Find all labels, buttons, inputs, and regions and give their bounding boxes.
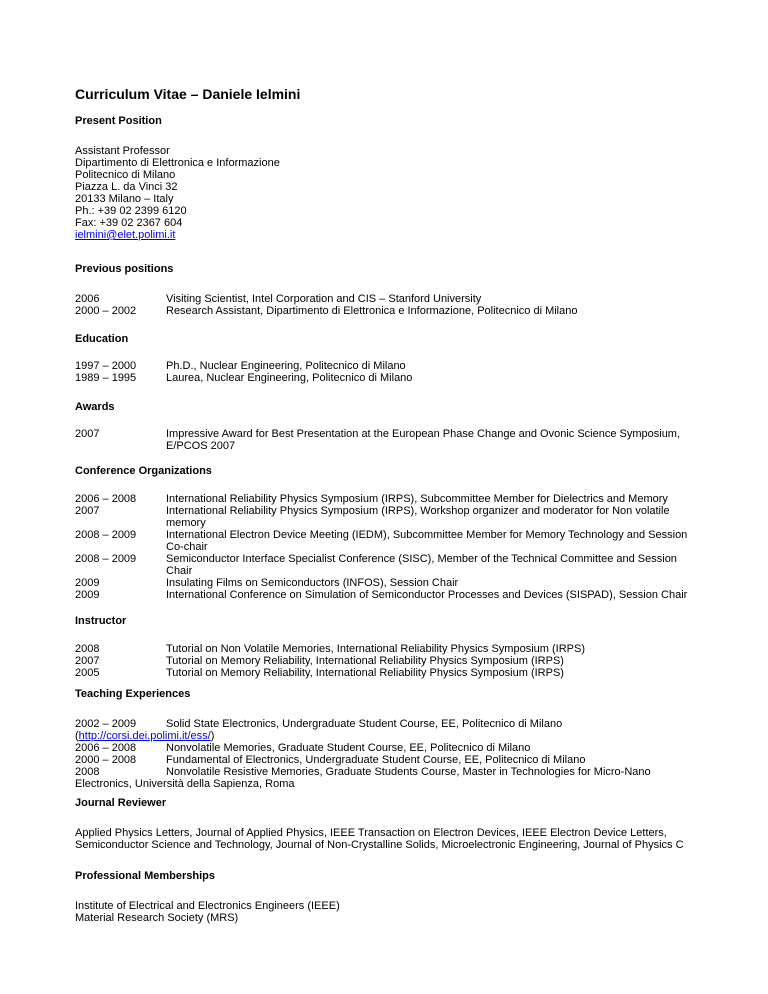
- list-item: [75, 529, 700, 553]
- memberships-block: [75, 900, 340, 924]
- instructor-list: [75, 643, 700, 679]
- list-item: [75, 505, 700, 529]
- journal-reviewer-heading: Journal Reviewer: [75, 797, 167, 809]
- conference-organizations-heading: Conference Organizations: [75, 465, 212, 477]
- list-item: [75, 372, 700, 384]
- list-item: [75, 742, 700, 754]
- item-date: 1989 – 1995: [75, 372, 137, 384]
- item-text: International Reliability Physics Symposium (IRPS), Workshop organizer and moderator for Non volatile memory: [166, 505, 670, 529]
- list-item: [75, 754, 700, 766]
- list-item: [75, 305, 700, 317]
- item-date: 2009: [75, 589, 100, 601]
- item-text: International Conference on Simulation of Semiconductor Processes and Devices (SISPAD), Session Chair: [166, 589, 688, 601]
- list-item: [75, 493, 700, 505]
- previous-positions-heading: Previous positions: [75, 263, 174, 275]
- item-date: 2008 – 2009: [75, 529, 137, 541]
- item-date: 2006 – 2008: [75, 742, 137, 754]
- item-text: Ph.D., Nuclear Engineering, Politecnico di Milano: [166, 360, 406, 372]
- item-date: 2007: [75, 655, 100, 667]
- instructor-heading: Instructor: [75, 615, 127, 627]
- item-date: 2005: [75, 667, 100, 679]
- list-item: [75, 667, 700, 679]
- awards-list: [75, 428, 700, 452]
- position-line: Dipartimento di Elettronica e Informazione: [75, 157, 280, 169]
- journal-reviewer-text: Applied Physics Letters, Journal of Applied Physics, IEEE Transaction on Electron Devices, IEEE Electron Device Letters, Semiconductor Science and Technology, Journal of Non-Crystalline Solids, Microelectronic Engineering, Journal of Physics C: [75, 827, 684, 851]
- list-item: [75, 589, 700, 601]
- item-date: 2009: [75, 577, 100, 589]
- list-item: [75, 655, 700, 667]
- item-date: 2007: [75, 505, 100, 517]
- item-text: Laurea, Nuclear Engineering, Politecnico di Milano: [166, 372, 413, 384]
- list-item: [75, 360, 700, 372]
- item-date: 2000 – 2008: [75, 754, 137, 766]
- membership-line: Institute of Electrical and Electronics Engineers (IEEE): [75, 900, 340, 912]
- education-heading: Education: [75, 333, 129, 345]
- item-text: Semiconductor Interface Specialist Conference (SISC), Member of the Technical Committee and Session Chair: [166, 553, 677, 577]
- position-line: Ph.: +39 02 2399 6120: [75, 205, 187, 217]
- conference-organizations-list: [75, 493, 700, 601]
- item-date: 2006: [75, 293, 100, 305]
- list-item: [75, 643, 700, 655]
- item-date: 2008 – 2009: [75, 553, 137, 565]
- item-text: Research Assistant, Dipartimento di Elettronica e Informazione, Politecnico di Milano: [166, 305, 578, 317]
- position-line: Assistant Professor: [75, 145, 170, 157]
- position-line: Fax: +39 02 2367 604: [75, 217, 183, 229]
- item-text: Nonvolatile Resistive Memories, Graduate Students Course, Master in Technologies for Micro-Nano: [166, 766, 651, 778]
- item-text: Visiting Scientist, Intel Corporation and CIS – Stanford University: [166, 293, 482, 305]
- item-text: International Reliability Physics Symposium (IRPS), Subcommittee Member for Dielectrics and Memory: [166, 493, 668, 505]
- item-date: 2000 – 2002: [75, 305, 137, 317]
- teaching-block: [75, 718, 700, 790]
- previous-positions-list: [75, 293, 700, 317]
- item-text: Tutorial on Memory Reliability, International Reliability Physics Symposium (IRPS): [166, 667, 564, 679]
- list-item: [75, 718, 700, 730]
- education-list: [75, 360, 700, 384]
- awards-heading: Awards: [75, 401, 115, 413]
- present-position-block: [75, 145, 280, 241]
- course-link[interactable]: http://corsi.dei.polimi.it/ess/: [78, 730, 211, 742]
- item-text: Insulating Films on Semiconductors (INFOS), Session Chair: [166, 577, 459, 589]
- present-position-heading: Present Position: [75, 115, 162, 127]
- item-text: Fundamental of Electronics, Undergraduate Student Course, EE, Politecnico di Milano: [166, 754, 586, 766]
- item-date: 2006 – 2008: [75, 493, 137, 505]
- item-date: 2008: [75, 643, 100, 655]
- item-date: 1997 – 2000: [75, 360, 137, 372]
- item-text: International Electron Device Meeting (IEDM), Subcommittee Member for Memory Technology and Session Co-chair: [166, 529, 688, 553]
- teaching-heading: Teaching Experiences: [75, 688, 191, 700]
- item-text: Impressive Award for Best Presentation at the European Phase Change and Ovonic Science Symposium, E/PCOS 2007: [166, 428, 681, 452]
- page-title: Curriculum Vitae – Daniele Ielmini: [75, 86, 301, 102]
- position-line: 20133 Milano – Italy: [75, 193, 174, 205]
- email-link[interactable]: ielmini@elet.polimi.it: [75, 229, 176, 241]
- list-item: [75, 293, 700, 305]
- position-line: Politecnico di Milano: [75, 169, 176, 181]
- item-text-continued: Electronics, Università della Sapienza, Roma: [75, 778, 295, 790]
- membership-line: Material Research Society (MRS): [75, 912, 239, 924]
- course-link-line: (http://corsi.dei.polimi.it/ess/): [75, 730, 215, 742]
- item-text: Nonvolatile Memories, Graduate Student Course, EE, Politecnico di Milano: [166, 742, 531, 754]
- item-text: Solid State Electronics, Undergraduate Student Course, EE, Politecnico di Milano: [166, 718, 563, 730]
- item-text: Tutorial on Non Volatile Memories, International Reliability Physics Symposium (IRPS): [166, 643, 585, 655]
- memberships-heading: Professional Memberships: [75, 870, 215, 882]
- item-date: 2002 – 2009: [75, 718, 137, 730]
- item-text: Tutorial on Memory Reliability, International Reliability Physics Symposium (IRPS): [166, 655, 564, 667]
- list-item: [75, 428, 700, 452]
- list-item: [75, 577, 700, 589]
- item-date: 2008: [75, 766, 100, 778]
- list-item: [75, 553, 700, 577]
- item-date: 2007: [75, 428, 100, 440]
- position-line: Piazza L. da Vinci 32: [75, 181, 178, 193]
- list-item: [75, 766, 700, 778]
